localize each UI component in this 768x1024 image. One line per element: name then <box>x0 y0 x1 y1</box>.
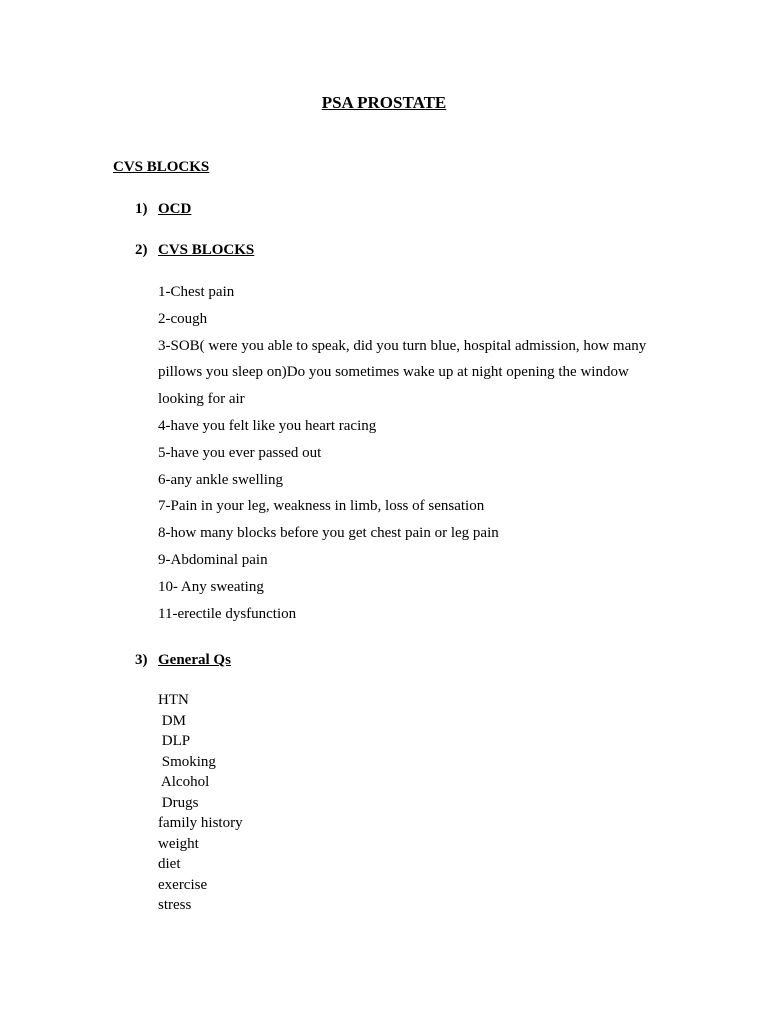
list-line: DLP <box>158 733 191 749</box>
list-line: Alcohol <box>158 774 210 790</box>
numbered-item-cvs-blocks <box>135 241 254 259</box>
list-line: Drugs <box>158 794 199 811</box>
item-label: OCD <box>158 201 192 217</box>
list-line: 4-have you felt like you heart racing <box>158 417 377 434</box>
list-line: Smoking <box>158 753 216 770</box>
list-line: 3-SOB( were you able to speak, did you turn blue, hospital admission, how many <box>158 337 647 354</box>
list-line: pillows you sleep on)Do you sometimes wake up at night opening the window <box>158 364 629 381</box>
numbered-item-general-qs <box>135 651 231 669</box>
section-heading-cvs-blocks: CVS BLOCKS <box>113 159 210 175</box>
list-line: 8-how many blocks before you get chest pain or leg pain <box>158 525 499 542</box>
list-line: HTN <box>158 692 189 708</box>
general-questions-list <box>158 690 243 916</box>
list-line: DM <box>158 712 186 729</box>
numbered-item-ocd <box>135 200 191 218</box>
list-line: weight <box>158 835 199 852</box>
item-label: CVS BLOCKS <box>158 242 255 258</box>
item-number: 3) <box>135 652 148 668</box>
list-line: 6-any ankle swelling <box>158 471 283 488</box>
list-line: 2-cough <box>158 310 208 327</box>
list-line: stress <box>158 897 192 913</box>
list-line: 7-Pain in your leg, weakness in limb, loss of sensation <box>158 498 485 515</box>
list-line: 5-have you ever passed out <box>158 444 322 461</box>
item-number: 1) <box>135 201 148 217</box>
list-line: 10- Any sweating <box>158 578 264 595</box>
list-line: 11-erectile dysfunction <box>158 605 297 622</box>
list-line: looking for air <box>158 391 245 408</box>
list-line: 9-Abdominal pain <box>158 551 268 568</box>
item-number: 2) <box>135 242 148 258</box>
list-line: diet <box>158 856 181 872</box>
item-label: General Qs <box>158 652 231 668</box>
list-line: exercise <box>158 876 208 893</box>
document-title: PSA PROSTATE <box>321 93 447 112</box>
list-line: family history <box>158 815 243 831</box>
list-line: 1-Chest pain <box>158 284 235 300</box>
cvs-blocks-question-list <box>158 279 678 627</box>
